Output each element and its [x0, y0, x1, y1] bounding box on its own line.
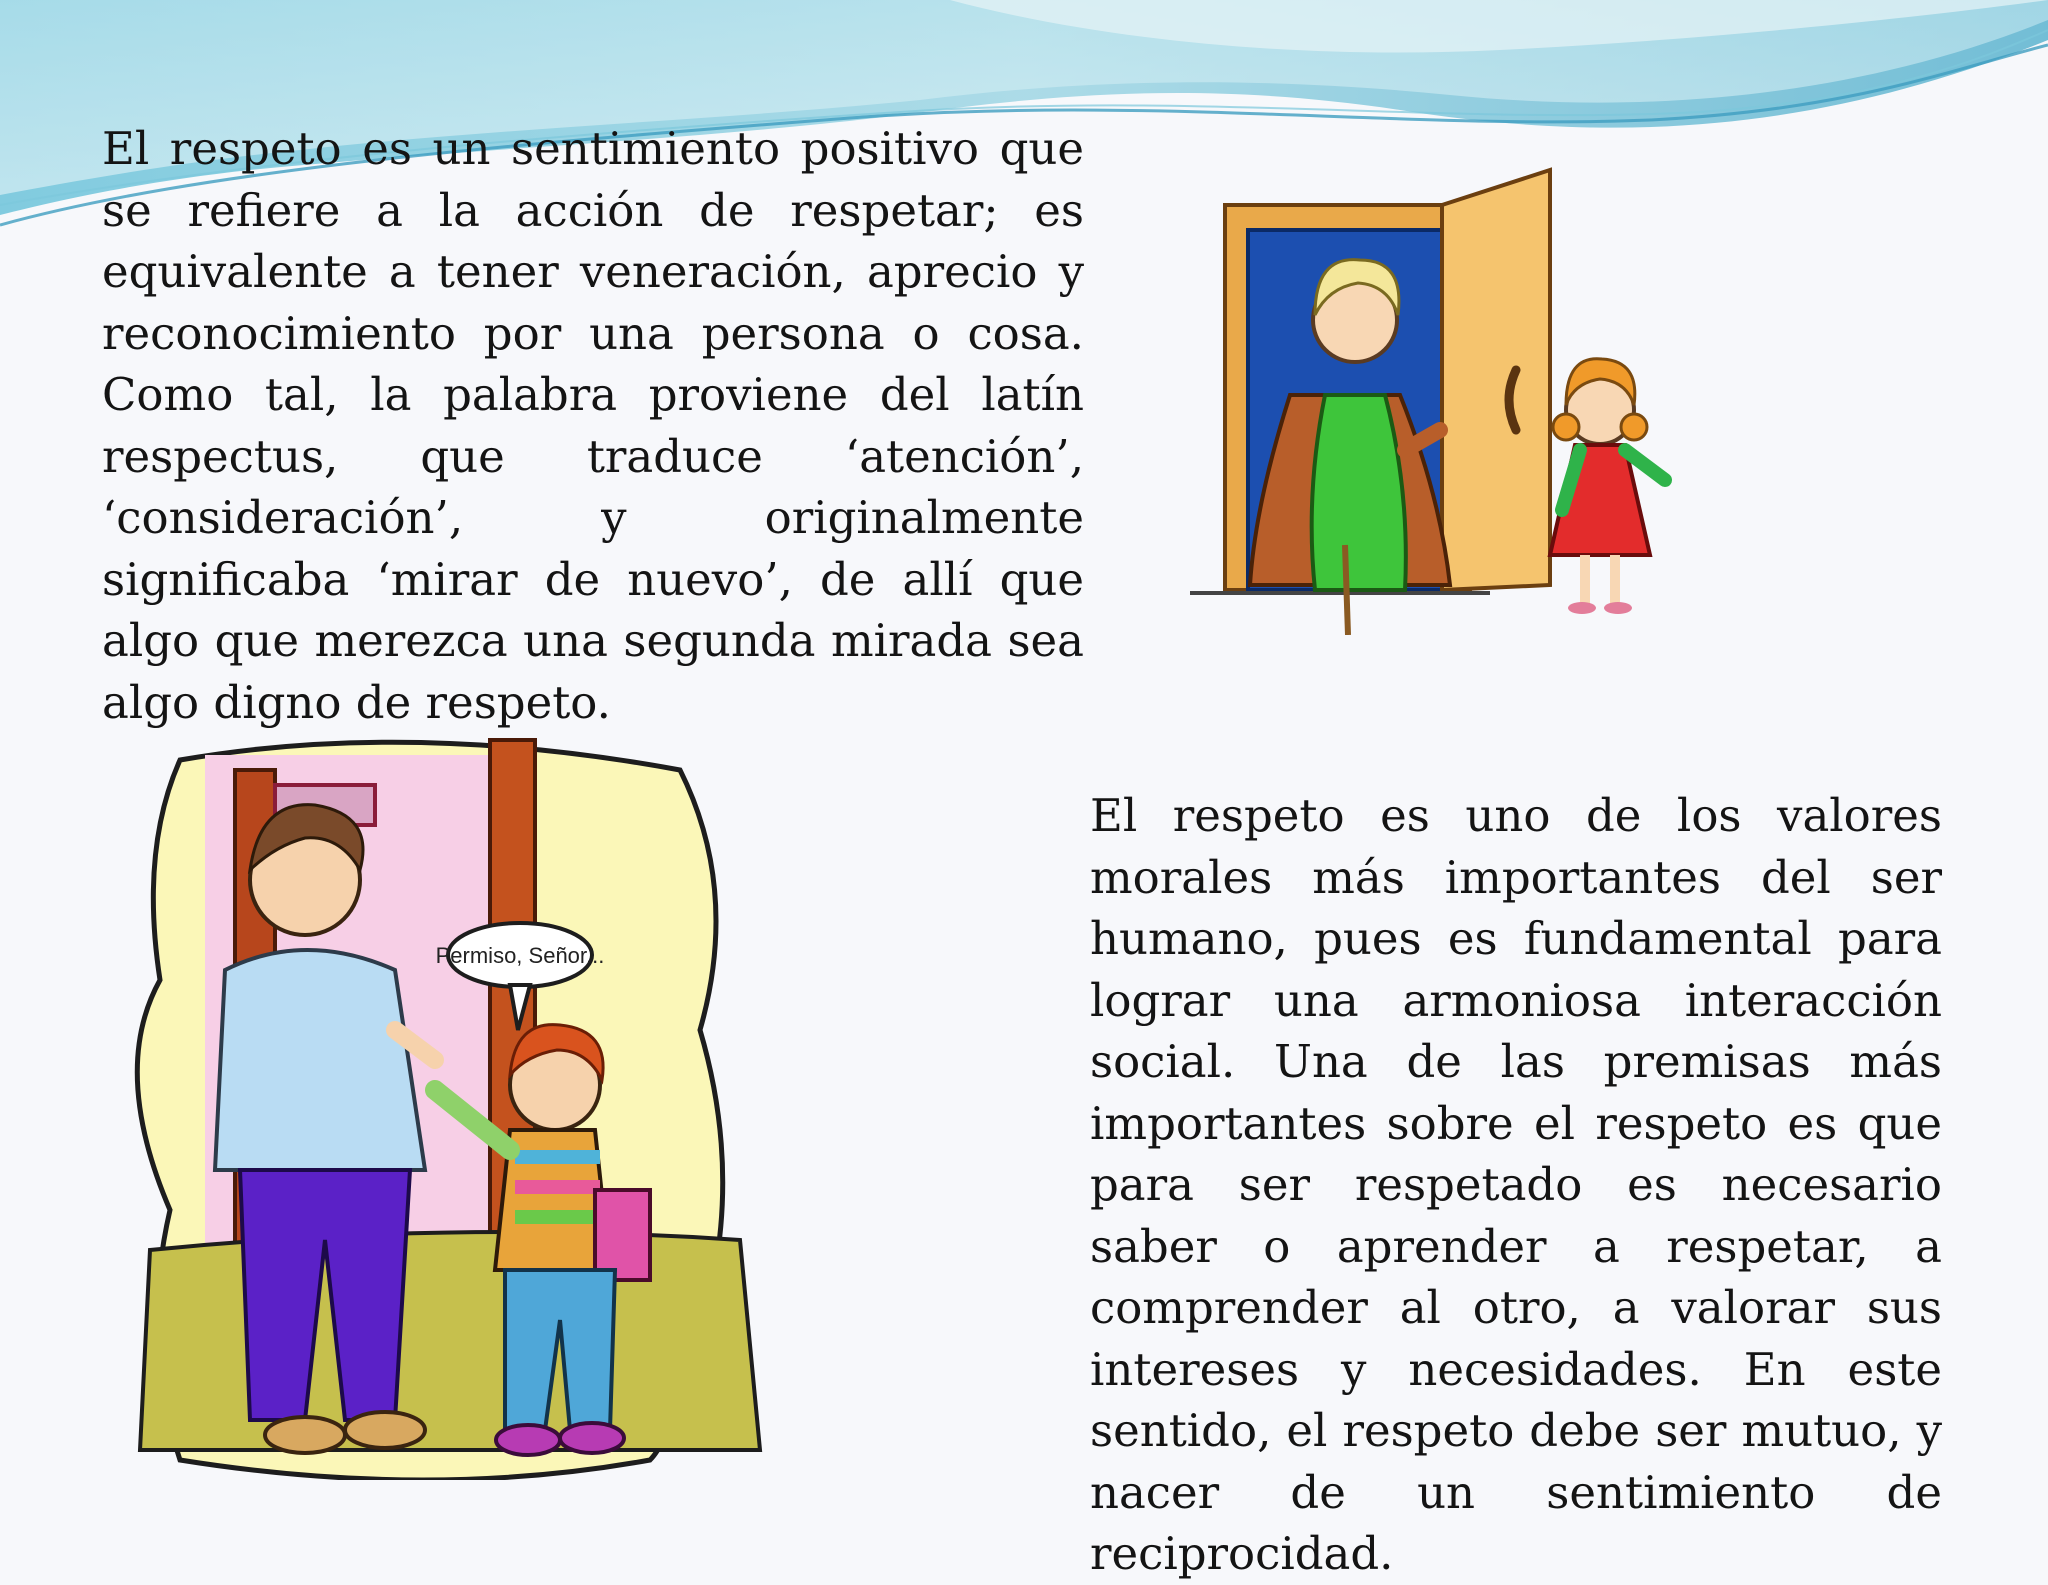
speech-bubble-text: Permiso, Señor...: [435, 943, 605, 968]
elderly-woman-and-girl-at-door-illustration: [1180, 165, 1700, 635]
paragraph-definition: El respeto es un sentimiento positivo que se refiere a la acción de respetar; es equivalente a tener veneración, aprecio y reconocimiento por una persona o cosa. Como tal, la palabra proviene del latín respectus, que traduce ‘atención’, ‘consideración’, y originalmente significaba ‘mirar de nuevo’, de allí que algo que merezca una segunda mirada sea algo digno de respeto.: [102, 122, 1084, 729]
paragraph-importance: El respeto es uno de los valores morales más importantes del ser humano, pues es fundamental para lograr una armoniosa interacción social. Una de las premisas más importantes sobre el respeto es que para ser respetado es necesario saber o aprender a respetar, a comprender al otro, a valorar sus intereses y necesidades. En este sentido, el respeto debe ser mutuo, y nacer de un sentimiento de reciprocidad.: [1090, 789, 1942, 1580]
boy-asking-man-permission-illustration: [110, 730, 790, 1480]
